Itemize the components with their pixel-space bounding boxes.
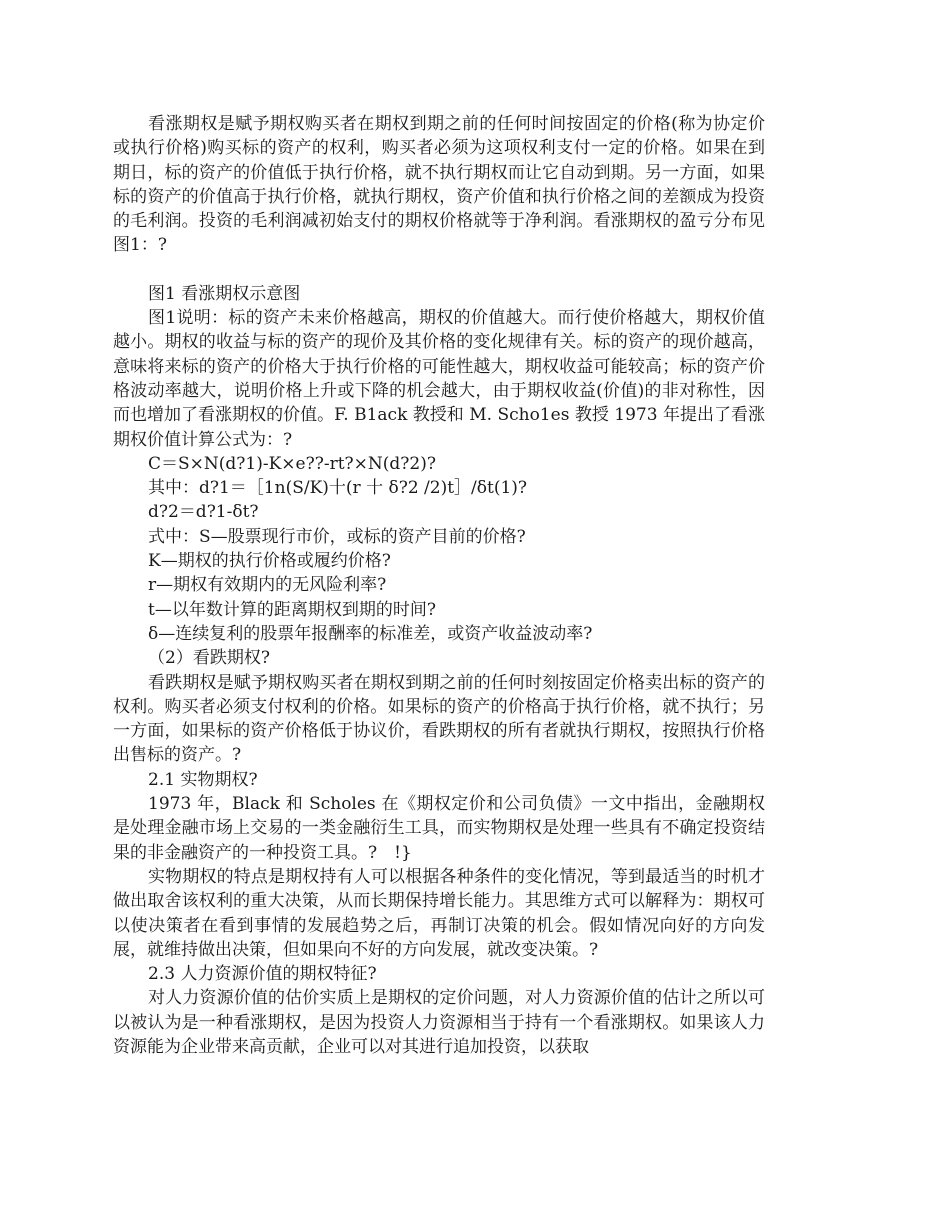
variable-delta: δ—连续复利的股票年报酬率的标准差，或资产收益波动率?: [148, 623, 593, 644]
figure-placeholder: [113, 258, 765, 282]
paragraph-figure-explanation: 图1说明：标的资产未来价格越高，期权的价值越大。而行使价格越大，期权价值越小。期权的收益与标的资产的现价及其价格的变化规律有关。标的资产的现价越高，意味将来标的资产的价格大于执行价格的可能性越大，期权收益可能较高；标的资产价格波动率越大，说明价格上升或下降的机会越大，由于期权收益(价值)的非对称性，因而也增加了看涨期权的价值。F. B1ack 教授和 M. Scho1es 教授 1973 年提出了看涨期权价值计算公式为：?: [113, 308, 765, 450]
variable-r: r—期权有效期内的无风险利率?: [148, 575, 387, 596]
formula-d1: 其中：d?1＝［1n(S/K)十(r 十 δ?2 /2)t］/δt(1)?: [148, 478, 528, 499]
paragraph-real-option-features: 实物期权的特点是期权持有人可以根据各种条件的变化情况，等到最适当的时机才做出取舍该权利的重大决策，从而长期保持增长能力。其思维方式可以解释为：期权可以使决策者在看到事情的发展趋势之后，再制订决策的机会。假如情况向好的方向发展，就维持做出决策，但如果向不好的方向发展，就改变决策。?: [113, 866, 765, 960]
variable-s: 式中：S—股票现行市价，或标的资产目前的价格?: [148, 526, 526, 547]
heading-real-option: 2.1 实物期权?: [148, 769, 258, 790]
paragraph-call-option: 看涨期权是赋予期权购买者在期权到期之前的任何时间按固定的价格(称为协定价或执行价格)购买标的资产的权利，购买者必须为这项权利支付一定的价格。如果在到期日，标的资产的价值低于执行价格，就不执行期权而让它自动到期。另一方面，如果标的资产的价值高于执行价格，就执行期权，资产价值和执行价格之间的差额成为投资的毛利润。投资的毛利润减初始支付的期权价格就等于净利润。看涨期权的盈亏分布见图1：?: [113, 114, 765, 256]
paragraph-hr-value: 对人力资源价值的估价实质上是期权的定价问题，对人力资源价值的估计之所以可以被认为是一种看涨期权，是因为投资人力资源相当于持有一个看涨期权。如果该人力资源能为企业带来高贡献，企业可以对其进行追加投资，以获取: [113, 988, 765, 1057]
heading-hr-value: 2.3 人力资源价值的期权特征?: [148, 964, 377, 985]
formula-d2: d?2＝d?1-δt?: [148, 502, 259, 523]
paragraph-black-scholes: 1973 年，Black 和 Scholes 在《期权定价和公司负债》一文中指出，金融期权是处理金融市场上交易的一类金融衍生工具，而实物期权是处理一些具有不确定投资结果的非金融资产的一种投资工具。? !}: [113, 794, 765, 863]
variable-t: t—以年数计算的距离期权到期的时间?: [148, 599, 436, 620]
document-page: [113, 112, 765, 1059]
paragraph-put-option: 看跌期权是赋予期权购买者在期权到期之前的任何时刻按固定价格卖出标的资产的权利。购买者必须支付权利的价格。如果标的资产的价格高于执行价格，就不执行；另一方面，如果标的资产价格低于协议价，看跌期权的所有者就执行期权，按照执行价格出售标的资产。?: [113, 672, 765, 766]
variable-k: K—期权的执行价格或履约价格?: [148, 551, 391, 572]
figure-caption: 图1 看涨期权示意图: [148, 283, 301, 304]
heading-put-option: （2）看跌期权?: [148, 648, 270, 669]
formula-call-price: C＝S×N(d?1)-K×e??-rt?×N(d?2)?: [148, 453, 436, 474]
